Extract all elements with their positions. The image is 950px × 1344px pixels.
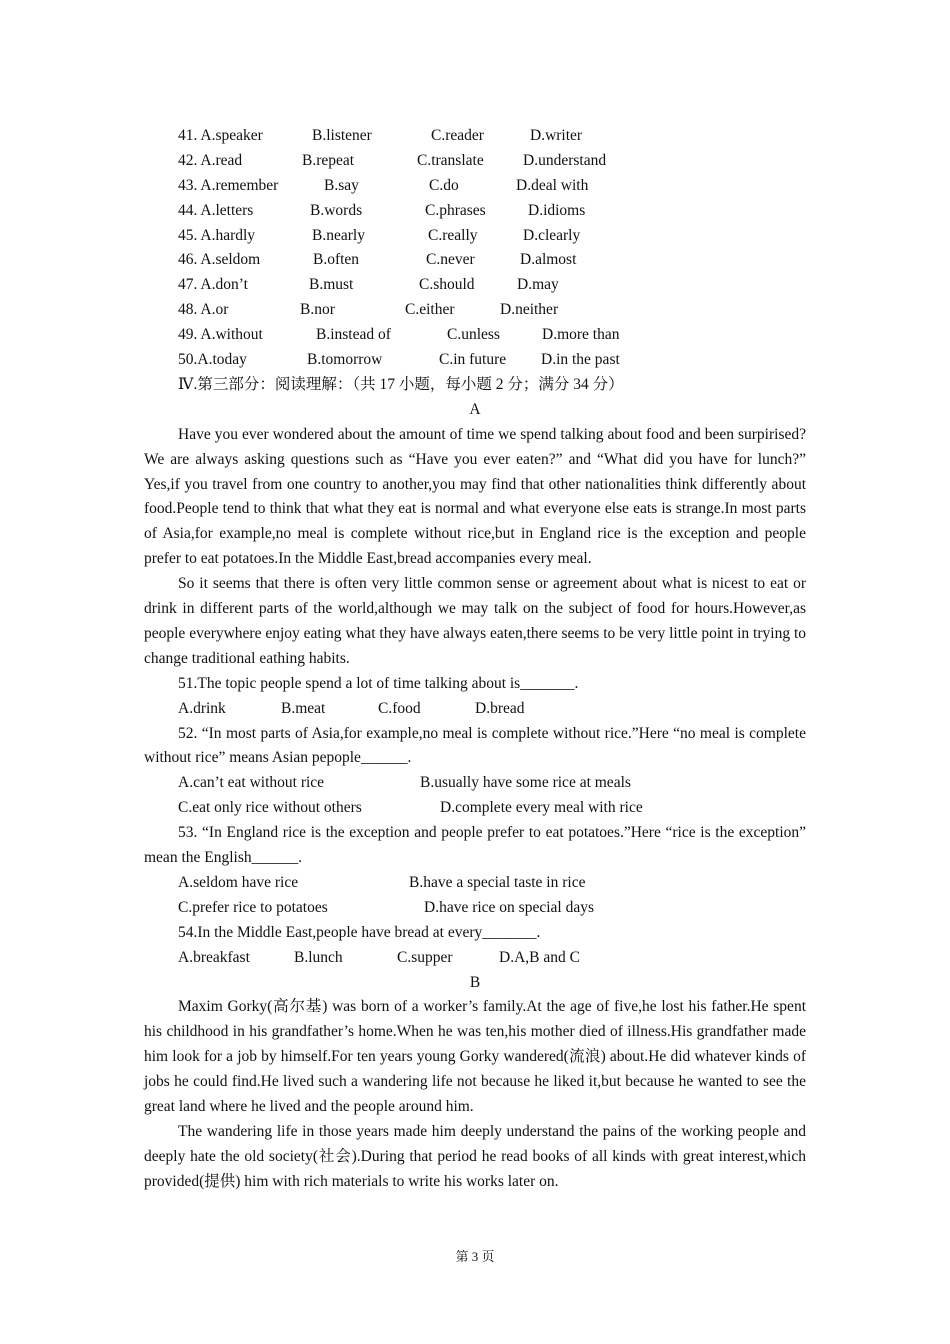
option-b: B.instead of [316,326,391,344]
question-53-options-row-2 [144,896,806,921]
option-b: B.nor [300,301,335,319]
passage-a-label: A [469,400,481,418]
option-a: A.breakfast [178,948,250,966]
option-a: 42. A.read [178,151,243,169]
option-d: D.complete every meal with rice [440,799,643,817]
option-b: B.nearly [312,226,365,244]
option-c: C.prefer rice to potatoes [178,898,328,916]
option-d: D.almost [520,251,577,269]
question-51-options [144,697,806,722]
option-c: C.food [378,699,421,717]
option-b: B.say [324,176,359,194]
cloze-option-row [144,273,806,298]
question-54: 54.In the Middle East,people have bread at every_______. [178,923,541,941]
option-a: 50.A.today [178,351,247,369]
question-52-options-row-2 [144,796,806,821]
option-a: 46. A.seldom [178,251,261,269]
option-b: B.tomorrow [307,351,383,369]
option-b: B.must [309,276,354,294]
option-a: 41. A.speaker [178,127,263,144]
option-c: C.unless [447,326,500,344]
option-a: A.seldom have rice [178,873,299,891]
passage-a-paragraph-1: Have you ever wondered about the amount of time we spend talking about food and been surpirised?We are always asking questions such as “Have you ever eaten?” and “What did you have for lunch?” Yes,if you travel from one country to another,you may find that other nationalities think differently about food.People tend to think that what they eat is normal and what everyone else eats is strange.In most parts of Asia,for example,no meal is complete without rice,but in England rice is the exception and people prefer to eat potatoes.In the Middle East,bread accompanies every meal. [144,425,806,568]
option-a: 47. A.don’t [178,276,248,294]
cloze-option-row [144,348,806,373]
option-c: C.supper [397,948,453,966]
option-d: D.may [517,276,559,294]
option-c: C.do [429,176,459,194]
option-c: C.in future [439,351,507,369]
option-a: 48. A.or [178,301,229,319]
option-b: B.usually have some rice at meals [420,774,631,792]
passage-a-paragraph-2: So it seems that there is often very little common sense or agreement about what is nicest to eat or drink in different parts of the world,although we may talk on the subject of food for hours.However,as people everywhere enjoy eating what they have always eaten,there seems to be very little point in trying to change traditional eathing habits. [144,575,806,667]
cloze-option-row [144,224,806,249]
option-c: C.either [405,301,455,319]
question-51: 51.The topic people spend a lot of time talking about is_______. [178,674,579,692]
passage-b-paragraph-2: The wandering life in those years made him deeply understand the pains of the working people and deeply hate the old society(社会).During that period he read books of all kinds with great interest,which provided(提供) him with rich materials to write his works later on. [144,1123,806,1190]
question-52-options-row-1 [144,771,806,796]
option-a: 49. A.without [178,326,263,344]
option-d: D.writer [530,127,583,144]
option-b: B.lunch [294,948,343,966]
option-a: A.can’t eat without rice [178,774,325,792]
option-d: D.understand [523,151,607,169]
option-a: 43. A.remember [178,176,279,194]
cloze-option-row [144,323,806,348]
cloze-option-row [144,174,806,199]
option-d: D.have rice on special days [424,898,595,916]
option-b: B.listener [312,127,372,144]
option-a: 45. A.hardly [178,226,256,244]
option-b: B.often [313,251,360,269]
option-d: D.A,B and C [499,948,580,966]
option-c: C.really [428,226,478,244]
option-b: B.repeat [302,151,355,169]
option-c: C.translate [417,151,484,169]
cloze-option-row [144,298,806,323]
option-d: D.clearly [523,226,581,244]
option-c: C.phrases [425,201,486,219]
option-c: C.should [419,276,475,294]
option-b: B.meat [281,699,326,717]
option-c: C.never [426,251,475,269]
question-54-options [144,946,806,971]
cloze-option-row [144,248,806,273]
question-53-options-row-1 [144,871,806,896]
option-b: B.words [310,201,363,219]
option-d: D.neither [500,301,559,319]
option-c: C.reader [431,127,484,144]
cloze-option-row [144,199,806,224]
option-d: D.deal with [516,176,589,194]
passage-b-paragraph-1: Maxim Gorky(高尔基) was born of a worker’s family.At the age of five,he lost his father.He spent his childhood in his grandfather’s home.When he was ten,his mother died of illness.His grandfather made him look for a job by himself.For ten years young Gorky wandered(流浪) about.He did whatever kinds of jobs he could find.He lived such a wandering life not because he liked it,but because he wanted to see the great land where he lived and the people around him. [144,998,806,1116]
cloze-option-row [144,124,806,149]
option-a: 44. A.letters [178,201,254,219]
cloze-option-row [144,149,806,174]
cloze-options-list [144,124,806,373]
passage-b-label: B [469,973,481,991]
option-d: D.bread [475,699,525,717]
option-d: D.idioms [528,201,586,219]
page-content [144,124,806,1195]
option-a: A.drink [178,699,226,717]
option-d: D.more than [542,326,620,344]
question-53: 53. “In England rice is the exception and people prefer to eat potatoes.”Here “rice is the exception” mean the English______. [144,824,806,867]
option-d: D.in the past [541,351,620,369]
option-c: C.eat only rice without others [178,799,362,817]
question-52: 52. “In most parts of Asia,for example,no meal is complete without rice.”Here “no meal is complete without rice” means Asian pepople______. [144,724,806,767]
option-b: B.have a special taste in rice [409,873,586,891]
section-heading: Ⅳ.第三部分：阅读理解：（共 17 小题，每小题 2 分；满分 34 分） [178,375,624,393]
page-number: 第 3 页 [455,1249,495,1264]
